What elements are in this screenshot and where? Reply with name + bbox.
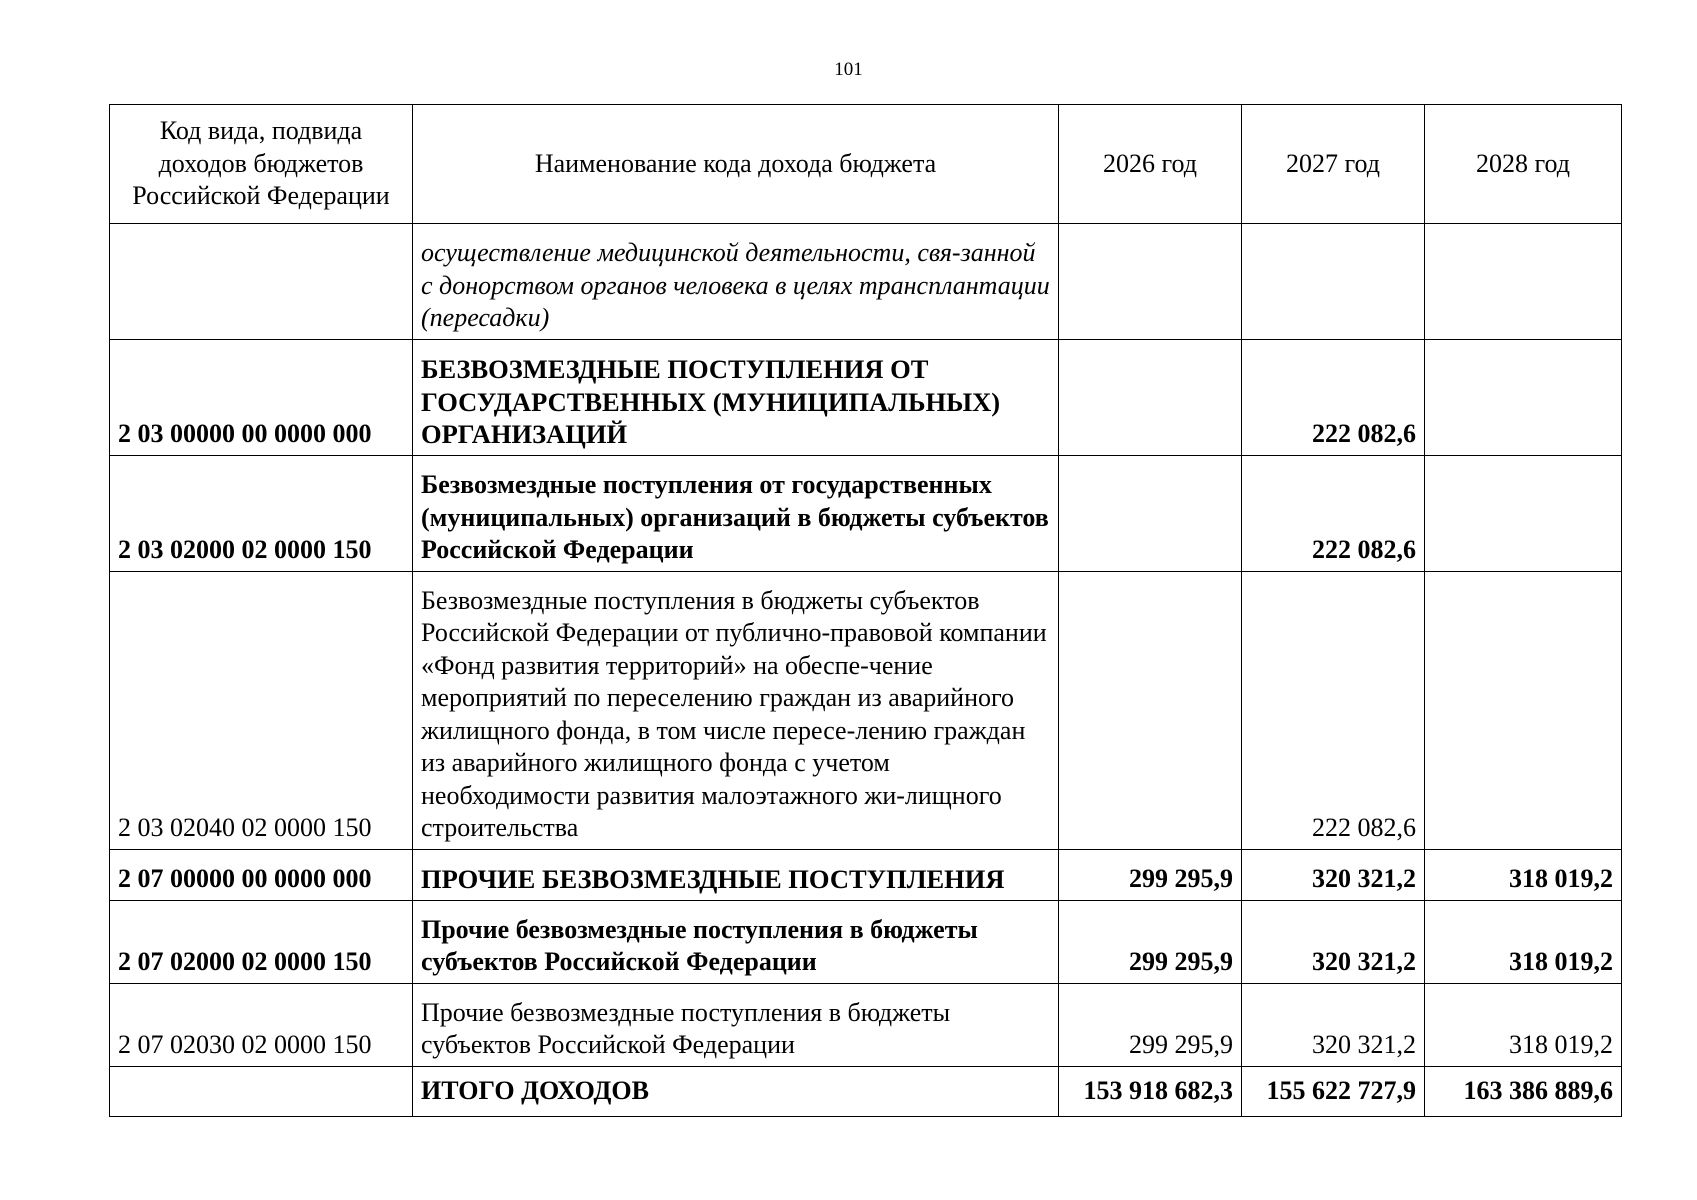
row-value-2027: 320 321,2: [1242, 983, 1425, 1066]
row-value-2028: 318 019,2: [1425, 983, 1622, 1066]
row-value-2026: [1059, 223, 1242, 339]
row-value-2027: 320 321,2: [1242, 900, 1425, 983]
row-name: Прочие безвозмездные поступления в бюджеты субъектов Российской Федерации: [413, 900, 1059, 983]
row-code: [110, 223, 413, 339]
row-value-2026: 299 295,9: [1059, 849, 1242, 900]
header-2027: 2027 год: [1242, 105, 1425, 224]
header-2026: 2026 год: [1059, 105, 1242, 224]
row-code: [110, 1066, 413, 1116]
row-name: ПРОЧИЕ БЕЗВОЗМЕЗДНЫЕ ПОСТУПЛЕНИЯ: [413, 849, 1059, 900]
revenue-table: [109, 104, 1622, 1117]
row-name: БЕЗВОЗМЕЗДНЫЕ ПОСТУПЛЕНИЯ ОТ ГОСУДАРСТВЕННЫХ (МУНИЦИПАЛЬНЫХ) ОРГАНИЗАЦИЙ: [413, 339, 1059, 455]
row-name: Безвозмездные поступления от государственных (муниципальных) организаций в бюджеты субъектов Российской Федерации: [413, 455, 1059, 571]
row-value-2026: 299 295,9: [1059, 900, 1242, 983]
header-code: Код вида, подвида доходов бюджетов Российской Федерации: [110, 105, 413, 224]
row-value-2028: 163 386 889,6: [1425, 1066, 1622, 1116]
row-value-2028: [1425, 339, 1622, 455]
row-code: 2 03 02040 02 0000 150: [110, 571, 413, 849]
row-value-2027: 222 082,6: [1242, 571, 1425, 849]
row-value-2027: [1242, 223, 1425, 339]
row-value-2026: [1059, 455, 1242, 571]
table-row: [110, 223, 1622, 339]
row-value-2028: [1425, 223, 1622, 339]
row-value-2028: 318 019,2: [1425, 900, 1622, 983]
row-value-2026: [1059, 339, 1242, 455]
row-code: 2 07 02000 02 0000 150: [110, 900, 413, 983]
table-row-total: [110, 1066, 1622, 1116]
row-value-2028: [1425, 455, 1622, 571]
row-value-2027: 222 082,6: [1242, 455, 1425, 571]
row-value-2027: 155 622 727,9: [1242, 1066, 1425, 1116]
page-number: 101: [834, 59, 863, 80]
row-code: 2 03 00000 00 0000 000: [110, 339, 413, 455]
row-value-2026: 153 918 682,3: [1059, 1066, 1242, 1116]
row-name: осуществление медицинской деятельности, свя-занной с донорством органов человека в целях трансплантации (пересадки): [413, 223, 1059, 339]
table-row: [110, 849, 1622, 900]
row-value-2027: 320 321,2: [1242, 849, 1425, 900]
row-value-2027: 222 082,6: [1242, 339, 1425, 455]
table-row: [110, 900, 1622, 983]
row-value-2028: [1425, 571, 1622, 849]
row-name: Прочие безвозмездные поступления в бюджеты субъектов Российской Федерации: [413, 983, 1059, 1066]
row-code: 2 07 02030 02 0000 150: [110, 983, 413, 1066]
row-name: Безвозмездные поступления в бюджеты субъектов Российской Федерации от публично-правовой компании «Фонд развития территорий» на обеспе-чение мероприятий по переселению граждан из аварийного жилищного фонда, в том числе пересе-лению граждан из аварийного жилищного фонда с учетом необходимости развития малоэтажного жи-лищного строительства: [413, 571, 1059, 849]
row-code: 2 07 00000 00 0000 000: [110, 849, 413, 900]
header-2028: 2028 год: [1425, 105, 1622, 224]
row-name: ИТОГО ДОХОДОВ: [413, 1066, 1059, 1116]
row-value-2028: 318 019,2: [1425, 849, 1622, 900]
table-row: [110, 455, 1622, 571]
header-name: Наименование кода дохода бюджета: [413, 105, 1059, 224]
row-value-2026: 299 295,9: [1059, 983, 1242, 1066]
table-row: [110, 339, 1622, 455]
table-row: [110, 983, 1622, 1066]
table-header-row: [110, 105, 1622, 224]
row-value-2026: [1059, 571, 1242, 849]
table-row: [110, 571, 1622, 849]
row-code: 2 03 02000 02 0000 150: [110, 455, 413, 571]
